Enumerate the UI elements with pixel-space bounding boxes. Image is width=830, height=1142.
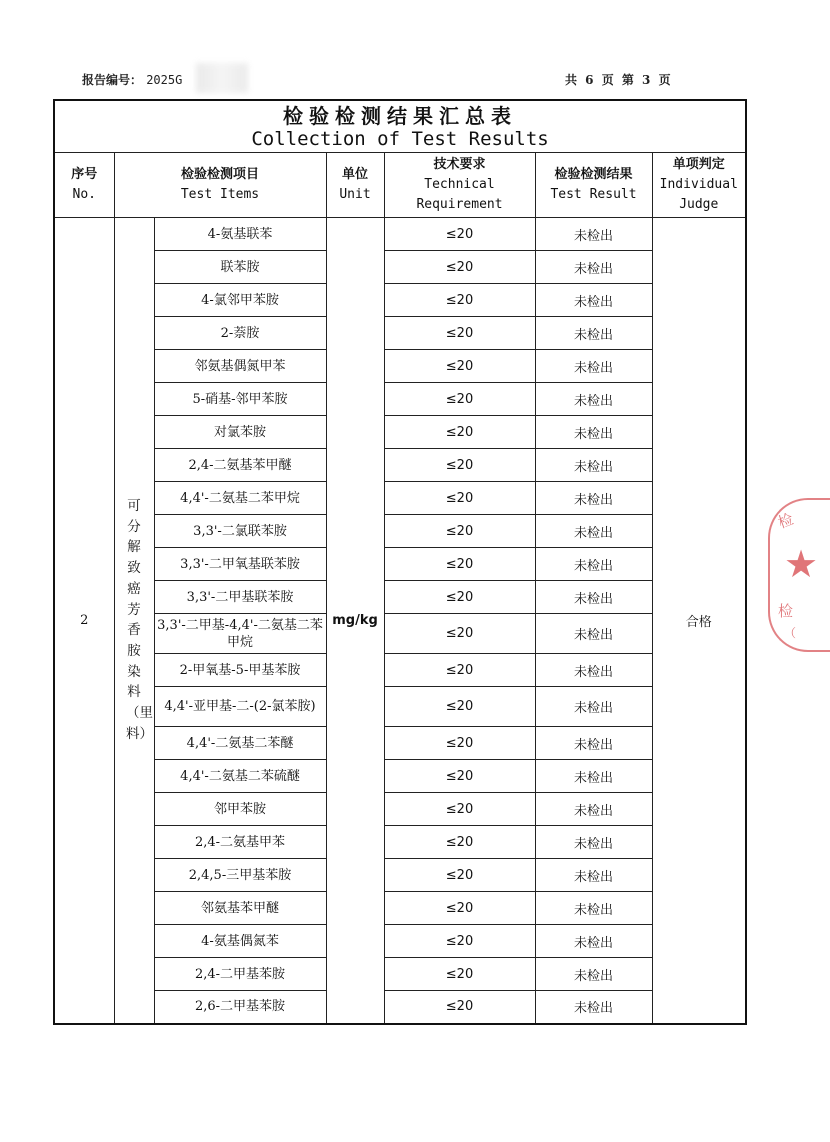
table-row: [54, 548, 746, 581]
report-number-label: 报告编号：: [82, 73, 143, 87]
test-result: 未检出: [535, 760, 652, 793]
table-row: [54, 826, 746, 859]
table-row: [54, 958, 746, 991]
test-item: 2,6-二甲基苯胺: [154, 991, 326, 1024]
test-result: 未检出: [535, 991, 652, 1024]
test-item: 3,3'-二氯联苯胺: [154, 515, 326, 548]
test-result: 未检出: [535, 284, 652, 317]
technical-requirement: ≤20: [384, 760, 535, 793]
col-header-unit: 单位 Unit: [326, 153, 384, 218]
test-result: 未检出: [535, 350, 652, 383]
test-item: 2-萘胺: [154, 317, 326, 350]
title-english: Collection of Test Results: [251, 127, 549, 150]
table-row: [54, 284, 746, 317]
stamp-star-icon: ★: [784, 542, 819, 586]
test-result: 未检出: [535, 958, 652, 991]
col-header-result: 检验检测结果 Test Result: [535, 153, 652, 218]
test-result: 未检出: [535, 793, 652, 826]
test-item: 4-氯邻甲苯胺: [154, 284, 326, 317]
technical-requirement: ≤20: [384, 515, 535, 548]
test-item: 2-甲氧基-5-甲基苯胺: [154, 654, 326, 687]
table-row: [54, 925, 746, 958]
technical-requirement: ≤20: [384, 687, 535, 727]
test-item: 3,3'-二甲基联苯胺: [154, 581, 326, 614]
table-row: [54, 416, 746, 449]
test-result: 未检出: [535, 515, 652, 548]
test-result: 未检出: [535, 581, 652, 614]
test-result: 未检出: [535, 482, 652, 515]
col-header-item: 检验检测项目 Test Items: [114, 153, 326, 218]
stamp-text-top: 检: [775, 509, 796, 532]
test-item: 4,4'-二氨基二苯硫醚: [154, 760, 326, 793]
technical-requirement: ≤20: [384, 614, 535, 654]
table-row: [54, 760, 746, 793]
table-row: [54, 991, 746, 1024]
test-item: 邻氨基偶氮甲苯: [154, 350, 326, 383]
table-row: [54, 727, 746, 760]
test-item: 4-氨基偶氮苯: [154, 925, 326, 958]
report-number: [82, 71, 182, 88]
technical-requirement: ≤20: [384, 350, 535, 383]
technical-requirement: ≤20: [384, 218, 535, 251]
table-row: [54, 350, 746, 383]
test-result: 未检出: [535, 892, 652, 925]
title-chinese: 检验检测结果汇总表: [283, 103, 518, 128]
report-number-value: 2025G: [146, 73, 183, 87]
table-row: [54, 218, 746, 251]
test-result: 未检出: [535, 859, 652, 892]
stamp-text-bottom: 检: [778, 602, 794, 620]
table-row: [54, 793, 746, 826]
technical-requirement: ≤20: [384, 892, 535, 925]
test-item: 4,4'-二氨基二苯醚: [154, 727, 326, 760]
test-result: 未检出: [535, 416, 652, 449]
col-header-requirement: 技术要求 Technical Requirement: [384, 153, 535, 218]
redaction-blur: [196, 63, 248, 93]
results-table: [53, 99, 747, 1025]
table-row: [54, 581, 746, 614]
technical-requirement: ≤20: [384, 482, 535, 515]
technical-requirement: ≤20: [384, 654, 535, 687]
table-row: [54, 687, 746, 727]
test-item: 3,3'-二甲氧基联苯胺: [154, 548, 326, 581]
col-header-no: 序号 No.: [54, 153, 114, 218]
group-category-cell: [114, 218, 154, 1024]
test-result: 未检出: [535, 614, 652, 654]
test-item: 联苯胺: [154, 251, 326, 284]
test-result: 未检出: [535, 826, 652, 859]
header-row: [54, 153, 746, 218]
table-row: [54, 251, 746, 284]
technical-requirement: ≤20: [384, 548, 535, 581]
test-result: 未检出: [535, 925, 652, 958]
group-judgement: 合格: [652, 218, 746, 1024]
table-row: [54, 515, 746, 548]
technical-requirement: ≤20: [384, 449, 535, 482]
technical-requirement: ≤20: [384, 925, 535, 958]
technical-requirement: ≤20: [384, 793, 535, 826]
test-item: 5-硝基-邻甲苯胺: [154, 383, 326, 416]
test-result: 未检出: [535, 251, 652, 284]
table-row: [54, 654, 746, 687]
test-item: 2,4-二氨基苯甲醚: [154, 449, 326, 482]
table-title: [54, 100, 746, 153]
technical-requirement: ≤20: [384, 416, 535, 449]
test-result: 未检出: [535, 317, 652, 350]
technical-requirement: ≤20: [384, 383, 535, 416]
technical-requirement: ≤20: [384, 284, 535, 317]
technical-requirement: ≤20: [384, 826, 535, 859]
table-row: [54, 859, 746, 892]
technical-requirement: ≤20: [384, 958, 535, 991]
stamp-text-paren: （: [784, 626, 797, 640]
test-item: 3,3'-二甲基-4,4'-二氨基二苯甲烷: [154, 614, 326, 654]
test-item: 4,4'-亚甲基-二-(2-氯苯胺): [154, 687, 326, 727]
test-item: 4-氨基联苯: [154, 218, 326, 251]
technical-requirement: ≤20: [384, 251, 535, 284]
page-info: 共 6 页 第 3 页: [565, 73, 671, 87]
test-result: 未检出: [535, 654, 652, 687]
test-item: 邻甲苯胺: [154, 793, 326, 826]
table-row: [54, 317, 746, 350]
group-unit: mg/kg: [326, 218, 384, 1024]
table-row: [54, 892, 746, 925]
group-category: 可分解致癌芳香胺染料（里料）: [126, 498, 153, 742]
technical-requirement: ≤20: [384, 727, 535, 760]
technical-requirement: ≤20: [384, 581, 535, 614]
test-item: 4,4'-二氨基二苯甲烷: [154, 482, 326, 515]
official-stamp: [768, 498, 830, 652]
test-item: 2,4-二甲基苯胺: [154, 958, 326, 991]
group-number: 2: [54, 218, 114, 1024]
test-result: 未检出: [535, 687, 652, 727]
table-row: [54, 482, 746, 515]
table-row: [54, 449, 746, 482]
table-row: [54, 614, 746, 654]
test-result: 未检出: [535, 727, 652, 760]
test-result: 未检出: [535, 218, 652, 251]
test-item: 2,4,5-三甲基苯胺: [154, 859, 326, 892]
table-row: [54, 383, 746, 416]
test-result: 未检出: [535, 449, 652, 482]
test-result: 未检出: [535, 548, 652, 581]
technical-requirement: ≤20: [384, 859, 535, 892]
test-item: 对氯苯胺: [154, 416, 326, 449]
technical-requirement: ≤20: [384, 317, 535, 350]
test-item: 2,4-二氨基甲苯: [154, 826, 326, 859]
technical-requirement: ≤20: [384, 991, 535, 1024]
test-result: 未检出: [535, 383, 652, 416]
test-item: 邻氨基苯甲醚: [154, 892, 326, 925]
col-header-judge: 单项判定 Individual Judge: [652, 153, 746, 218]
